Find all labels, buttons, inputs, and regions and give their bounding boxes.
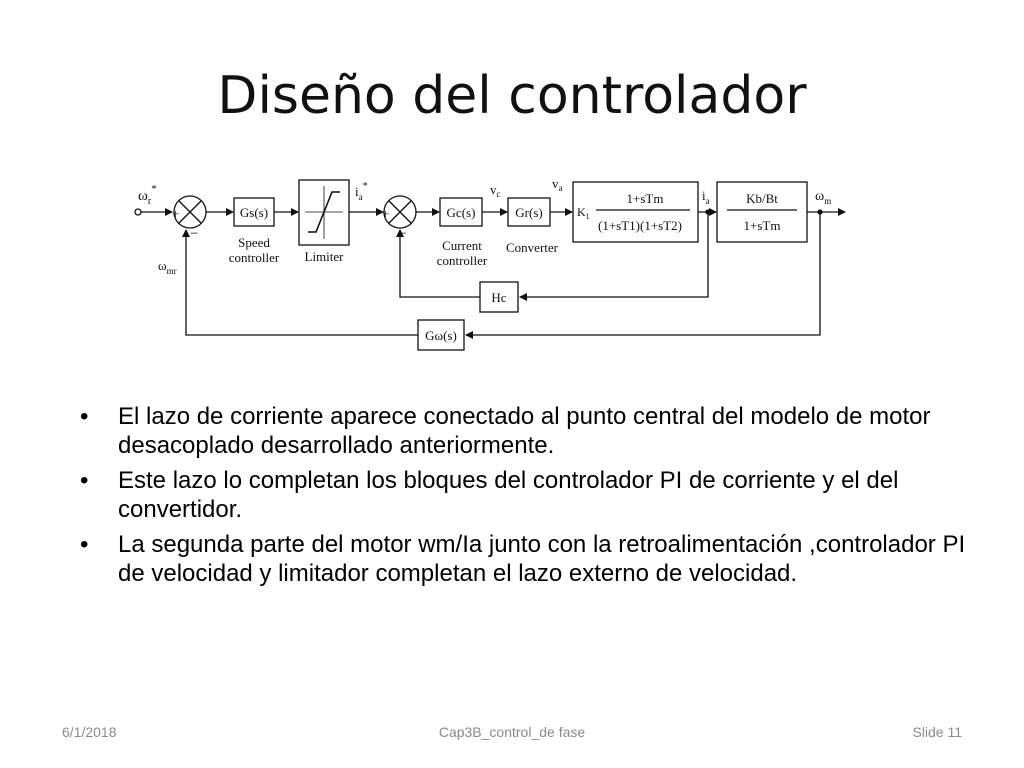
va-label: $v_a$ (552, 176, 563, 193)
vc-label: $v_c$ (490, 182, 501, 199)
svg-text:+: + (382, 206, 390, 221)
bullet-dot: • (80, 531, 89, 558)
ia-label: $i_a$ (702, 188, 710, 206)
gs-block-label: Gs(s) (239, 205, 269, 220)
output-label: $\omega_m$ (815, 189, 832, 206)
motor-electrical-numerator: 1+sTm (626, 191, 664, 206)
block-diagram (100, 160, 860, 375)
converter-label: Converter (506, 240, 558, 255)
input-node (135, 209, 141, 215)
bullet-item (78, 466, 978, 524)
footer-date: 6/1/2018 (62, 724, 117, 740)
bullet-dot: • (80, 403, 89, 430)
motor-electrical-denominator: (1+sT1)(1+sT2) (598, 218, 682, 233)
limiter-label: Limiter (304, 249, 344, 264)
speed-controller-label-2: controller (228, 250, 280, 265)
svg-text:+: + (172, 206, 180, 221)
current-controller-label-2: controller (436, 253, 488, 268)
footer-slide-number: Slide 11 (912, 724, 962, 740)
hc-block-label: Hc (491, 290, 507, 305)
bullet-text: Este lazo lo completan los bloques del controlador PI de corriente y el del convertidor. (118, 467, 899, 523)
svg-text:−: − (190, 226, 199, 242)
speed-controller-label-1: Speed (238, 235, 270, 250)
gr-block-label: Gr(s) (515, 205, 543, 220)
ia-ref-label: $i_a^*$ (355, 181, 368, 202)
mech-denominator: 1+sTm (743, 218, 781, 233)
speed-feedback-label: $\omega_{mr}$ (158, 258, 177, 276)
input-label: $\omega_r^*$ (138, 183, 157, 207)
svg-text:−: − (398, 226, 407, 242)
bullet-text: El lazo de corriente aparece conectado al punto central del modelo de motor desacoplado desarrollado anteriormente. (118, 403, 931, 459)
mech-numerator: Kb/Bt (746, 191, 778, 206)
bullet-dot: • (80, 467, 89, 494)
bullet-list (78, 402, 978, 594)
k1-label: $K_1$ (577, 205, 590, 221)
current-controller-label-1: Current (442, 238, 482, 253)
gw-block-label: Gω(s) (425, 328, 457, 343)
gc-block-label: Gc(s) (446, 205, 476, 220)
footer-center: Cap3B_control_de fase (438, 724, 586, 740)
bullet-item (78, 530, 978, 588)
bullet-text: La segunda parte del motor wm/Ia junto con la retroalimentación ,controlador PI de velocidad y limitador completan el lazo externo de velocidad. (118, 531, 966, 587)
slide-title: Diseño del controlador (217, 66, 807, 126)
bullet-item (78, 402, 978, 460)
block-diagram-svg (100, 160, 860, 375)
